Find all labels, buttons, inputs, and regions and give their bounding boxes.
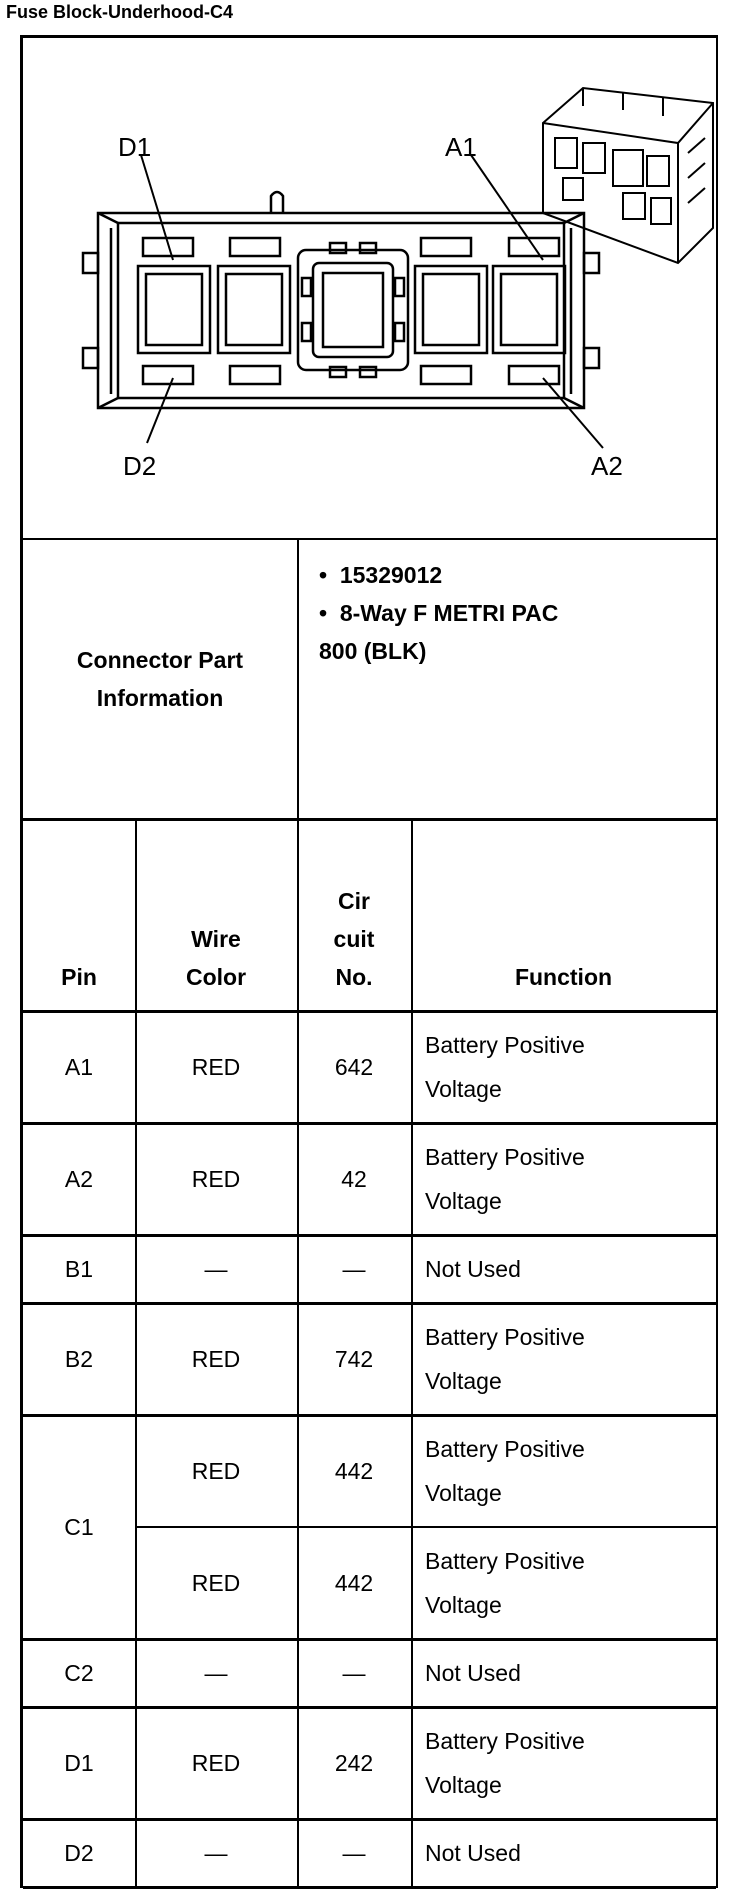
header-circuit-line1: Cir	[338, 888, 370, 914]
pin-cell: B1	[64, 1255, 94, 1282]
function-cell	[411, 1236, 716, 1302]
function-cell	[411, 1416, 716, 1526]
bullet-glyph: •	[319, 600, 340, 626]
pin-cell: C1	[64, 1513, 94, 1540]
function-cell	[411, 1528, 716, 1638]
function-line1: Battery Positive	[425, 1548, 585, 1574]
function-line1: Battery Positive	[425, 1032, 585, 1058]
pin-cell: D1	[64, 1749, 94, 1776]
header-pin: Pin	[61, 964, 97, 990]
bullet-description	[319, 594, 558, 632]
header-wire-color-line2: Color	[185, 964, 247, 990]
header-function: Function	[514, 964, 613, 990]
circuit-cell: 742	[334, 1345, 374, 1372]
header-circuit-line2: cuit	[333, 926, 375, 952]
wire-color-cell: RED	[191, 1749, 241, 1776]
circuit-cell: 242	[334, 1749, 374, 1776]
circuit-cell: 42	[341, 1165, 367, 1192]
divider	[297, 538, 299, 818]
divider	[411, 818, 413, 1888]
wire-color-cell: RED	[191, 1569, 241, 1596]
wire-color-cell: RED	[191, 1053, 241, 1080]
connector-description-line2: 800 (BLK)	[319, 638, 427, 664]
function-cell	[411, 1124, 716, 1234]
divider	[135, 818, 137, 1888]
circuit-cell: 442	[334, 1569, 374, 1596]
pin-cell: B2	[64, 1345, 94, 1372]
label-d2: D2	[123, 451, 157, 481]
connector-table-frame	[20, 35, 718, 1888]
function-cell	[411, 1012, 716, 1122]
circuit-cell: —	[342, 1255, 366, 1282]
part-number: 15329012	[339, 562, 443, 588]
header-circuit-line3: No.	[335, 964, 373, 990]
bullet-glyph: •	[319, 562, 340, 588]
function-line2: Voltage	[425, 1772, 502, 1798]
wire-color-cell: RED	[191, 1457, 241, 1484]
circuit-cell: 642	[334, 1053, 374, 1080]
fuse-block-housing	[83, 192, 599, 408]
connector-isometric-icon	[543, 88, 713, 263]
function-line1: Battery Positive	[425, 1324, 585, 1350]
header-circuit	[297, 820, 411, 1010]
pin-cell: A1	[64, 1053, 94, 1080]
pin-cell: D2	[64, 1839, 94, 1866]
function-line1: Not Used	[425, 1840, 521, 1866]
function-line2: Voltage	[425, 1188, 502, 1214]
function-line1: Not Used	[425, 1660, 521, 1686]
function-line2: Voltage	[425, 1076, 502, 1102]
pin-cell: A2	[64, 1165, 94, 1192]
wire-color-cell: —	[204, 1255, 228, 1282]
circuit-cell: 442	[334, 1457, 374, 1484]
circuit-cell: —	[342, 1659, 366, 1686]
function-line2: Voltage	[425, 1592, 502, 1618]
label-a2: A2	[591, 451, 623, 481]
function-cell	[411, 1708, 716, 1818]
connector-diagram	[23, 38, 716, 538]
wire-color-cell: —	[204, 1839, 228, 1866]
divider	[23, 1886, 716, 1889]
function-cell	[411, 1304, 716, 1414]
connector-info-label-cell	[23, 540, 297, 818]
function-cell	[411, 1640, 716, 1706]
circuit-cell: —	[342, 1839, 366, 1866]
label-a1: A1	[445, 132, 477, 162]
label-d1: D1	[118, 132, 152, 162]
function-line1: Battery Positive	[425, 1728, 585, 1754]
function-line1: Not Used	[425, 1256, 521, 1282]
wire-color-cell: RED	[191, 1165, 241, 1192]
page-title: Fuse Block-Underhood-C4	[6, 2, 234, 22]
bullet-part-number	[319, 556, 442, 594]
function-line2: Voltage	[425, 1368, 502, 1394]
function-line1: Battery Positive	[425, 1436, 585, 1462]
connector-info-label: Connector Part Information	[76, 647, 244, 711]
connector-description-line1: 8-Way F METRI PAC	[339, 600, 559, 626]
function-cell	[411, 1820, 716, 1886]
header-wire-color-line1: Wire	[191, 926, 241, 952]
wire-color-cell: —	[204, 1659, 228, 1686]
function-line2: Voltage	[425, 1480, 502, 1506]
function-line1: Battery Positive	[425, 1144, 585, 1170]
wire-color-cell: RED	[191, 1345, 241, 1372]
header-wire-color	[135, 820, 297, 1010]
divider	[297, 818, 299, 1888]
pin-cell: C2	[64, 1659, 94, 1686]
